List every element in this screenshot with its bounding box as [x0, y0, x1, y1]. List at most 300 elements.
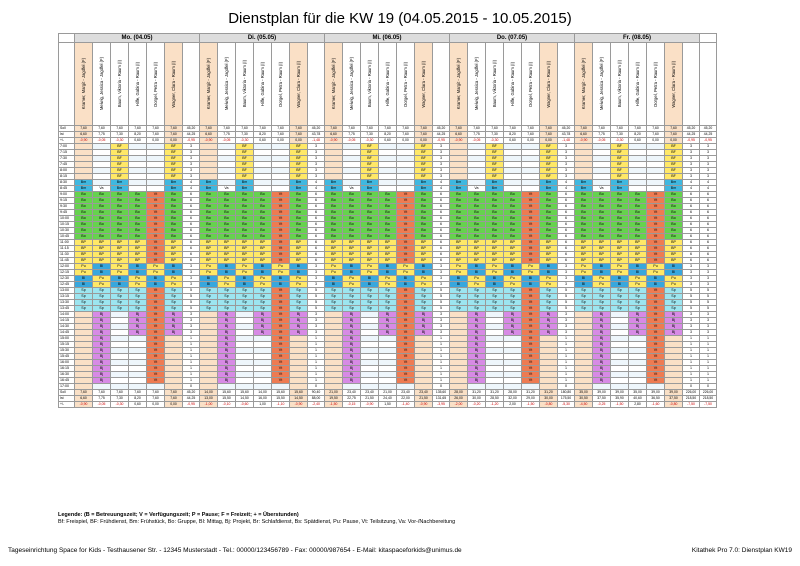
shift-cell: Bl	[629, 270, 647, 276]
shift-cell: Sp	[611, 288, 629, 294]
shift-cell: BP	[93, 240, 111, 246]
employee-name-cell	[575, 43, 593, 126]
shift-cell: BP	[129, 246, 147, 252]
shift-cell: Bo	[111, 228, 129, 234]
day-count: 6	[183, 210, 200, 216]
shift-cell: Vt	[272, 252, 290, 258]
corner-cell	[59, 43, 75, 126]
shift-cell: Bj	[379, 324, 397, 330]
shift-cell: Vt	[272, 258, 290, 264]
shift-cell: Bl	[254, 270, 272, 276]
shift-cell: Bo	[575, 198, 593, 204]
shift-cell: Bo	[111, 222, 129, 228]
shift-cell: Bm	[361, 180, 379, 186]
shift-cell: Vt	[272, 234, 290, 240]
hours-value: 1,50	[379, 402, 397, 408]
shift-cell: Vt	[397, 210, 415, 216]
shift-cell: Vt	[647, 288, 665, 294]
hours-value: 44,25	[433, 132, 450, 138]
day-count: 3	[183, 282, 200, 288]
day-count: 6	[558, 216, 575, 222]
hours-value: -0,90	[75, 402, 93, 408]
shift-cell: Vt	[522, 342, 540, 348]
day-count: 3	[558, 264, 575, 270]
shift-cell: Bl	[200, 282, 218, 288]
hours-value: -0,30	[361, 138, 379, 144]
hours-value: -1,50	[611, 402, 629, 408]
shift-cell: BP	[111, 258, 129, 264]
time-label: 15:45	[59, 354, 75, 360]
shift-cell: Bo	[236, 228, 254, 234]
shift-cell: Pu	[468, 276, 486, 282]
day-count: 3	[558, 276, 575, 282]
day-count: 6	[433, 198, 450, 204]
time-label: 13:00	[59, 288, 75, 294]
shift-cell: Vt	[647, 366, 665, 372]
hours-value: 7,60	[93, 126, 111, 132]
day-count: 3	[683, 264, 700, 270]
shift-cell: Bo	[593, 234, 611, 240]
shift-cell: Vt	[397, 258, 415, 264]
shift-cell: Vt	[397, 198, 415, 204]
day-count: 1	[558, 378, 575, 384]
shift-cell: Vt	[147, 234, 165, 240]
time-label: 12:15	[59, 270, 75, 276]
hours-value: 7,60	[540, 126, 558, 132]
shift-cell: BP	[504, 240, 522, 246]
day-count: 6	[433, 192, 450, 198]
employee-name-cell	[504, 43, 522, 126]
employee-name-cell	[325, 43, 343, 126]
hours-value: -0,80	[540, 402, 558, 408]
week-count: 3	[700, 162, 717, 168]
day-count: 3	[683, 330, 700, 336]
shift-cell: Bo	[129, 234, 147, 240]
schedule-row	[59, 294, 717, 300]
shift-cell: Bl	[379, 264, 397, 270]
shift-cell: Sp	[93, 288, 111, 294]
shift-cell: Vt	[647, 348, 665, 354]
hours-value: 7,60	[468, 126, 486, 132]
shift-cell: Bl	[647, 276, 665, 282]
shift-cell: Pu	[397, 270, 415, 276]
day-count: 6	[308, 216, 325, 222]
shift-cell: Vt	[522, 198, 540, 204]
hours-value: 43,78	[308, 132, 325, 138]
hours-value: 6,60	[575, 132, 593, 138]
shift-cell: Pu	[522, 270, 540, 276]
shift-cell: Bo	[665, 228, 683, 234]
hours-value: 14,50	[236, 396, 254, 402]
shift-cell: Bo	[200, 222, 218, 228]
schedule-row	[59, 300, 717, 306]
shift-cell: Bo	[325, 216, 343, 222]
hours-value: 26,00	[450, 396, 468, 402]
shift-cell: Bo	[200, 192, 218, 198]
hours-value: 44,25	[183, 396, 200, 402]
shift-cell: Bj	[93, 312, 111, 318]
hours-value: 6,60	[75, 396, 93, 402]
shift-cell: Bo	[415, 192, 433, 198]
hours-value: 23,40	[415, 390, 433, 396]
shift-cell: BP	[200, 252, 218, 258]
shift-cell: Bo	[218, 192, 236, 198]
shift-cell: Bl	[75, 276, 93, 282]
shift-cell: Bj	[218, 372, 236, 378]
shift-cell: Sp	[593, 294, 611, 300]
shift-cell: BP	[665, 240, 683, 246]
time-label: 14:00	[59, 312, 75, 318]
shift-cell: Pu	[93, 282, 111, 288]
shift-cell: Bo	[111, 210, 129, 216]
hours-value: 7,60	[397, 126, 415, 132]
day-count: 3	[308, 312, 325, 318]
shift-cell: Sp	[165, 300, 183, 306]
employee-name: Hilfe, Gabina - Raum (I)	[510, 61, 515, 107]
shift-cell: Vt	[397, 324, 415, 330]
employee-name: Wagner, Clara - Raum (I)	[171, 60, 176, 108]
shift-cell: BP	[361, 246, 379, 252]
shift-cell: Vt	[647, 294, 665, 300]
hours-value: 0,00	[647, 138, 665, 144]
hours-value: 23,40	[397, 390, 415, 396]
shift-cell: Bj	[468, 372, 486, 378]
legend-codes: Bf: Freispiel, BF: Frühdienst, Bm: Frühstück, Bo: Gruppe, Bl: Mittag, Bj: Projekt, Br: Schlafdienst, Bs: Spätdienst, Pu: Pause, Vt: Teilsitzung, Va: Vor-/Nachbereitung	[58, 519, 456, 525]
shift-cell: Bo	[325, 198, 343, 204]
time-label: 8:00	[59, 168, 75, 174]
hours-value: -0,30	[111, 402, 129, 408]
shift-cell: Bo	[200, 228, 218, 234]
day-count: 3	[683, 150, 700, 156]
shift-cell: Pu	[218, 282, 236, 288]
employee-name: Kramer, Margit - Jagdfel (F)	[331, 58, 336, 110]
shift-cell: Bm	[236, 180, 254, 186]
hours-value: -1,20	[486, 402, 504, 408]
shift-cell: Bj	[468, 330, 486, 336]
hours-value: -1,48	[558, 138, 575, 144]
shift-cell: BP	[468, 252, 486, 258]
shift-cell: Bj	[629, 330, 647, 336]
shift-cell: BP	[415, 246, 433, 252]
shift-cell: Bo	[343, 210, 361, 216]
shift-cell: Pu	[75, 264, 93, 270]
shift-cell: Vt	[147, 378, 165, 384]
shift-cell: Bm	[165, 186, 183, 192]
week-count: 1	[700, 360, 717, 366]
shift-cell: Vt	[397, 330, 415, 336]
hours-total: 44,25	[700, 132, 717, 138]
week-count: 5	[700, 306, 717, 312]
shift-cell: Vt	[272, 336, 290, 342]
shift-cell: BF	[111, 174, 129, 180]
shift-cell: Sp	[236, 288, 254, 294]
shift-cell: Bm	[236, 186, 254, 192]
hours-value: 7,60	[165, 390, 183, 396]
week-count: 6	[700, 204, 717, 210]
shift-cell: Bo	[611, 210, 629, 216]
shift-cell: Sp	[290, 288, 308, 294]
shift-cell: BP	[379, 240, 397, 246]
shift-cell: Bl	[575, 276, 593, 282]
shift-cell: Vt	[397, 354, 415, 360]
shift-cell: Bj	[504, 330, 522, 336]
hours-value: 7,60	[575, 126, 593, 132]
day-count: 6	[683, 234, 700, 240]
shift-cell: Vt	[397, 378, 415, 384]
shift-cell: BP	[611, 258, 629, 264]
week-count: 5	[700, 300, 717, 306]
shift-cell: Bo	[486, 204, 504, 210]
hours-value: 15,60	[218, 390, 236, 396]
shift-cell: Pu	[200, 264, 218, 270]
shift-cell: Vt	[272, 222, 290, 228]
shift-cell: Bj	[218, 312, 236, 318]
day-count: 5	[308, 288, 325, 294]
shift-cell: BP	[111, 240, 129, 246]
hours-value: 39,00	[593, 390, 611, 396]
employee-names-row	[59, 43, 717, 126]
shift-cell: Vt	[397, 240, 415, 246]
day-count: 3	[433, 156, 450, 162]
hours-total: 45,20	[700, 126, 717, 132]
shift-cell: Bo	[665, 216, 683, 222]
day-count: 5	[308, 294, 325, 300]
shift-cell: Sp	[75, 294, 93, 300]
shift-cell: Bj	[665, 330, 683, 336]
shift-cell: Bj	[254, 330, 272, 336]
hours-value: 131,65	[433, 396, 450, 402]
day-count: 3	[558, 150, 575, 156]
day-count: 5	[683, 300, 700, 306]
shift-cell: Sp	[325, 288, 343, 294]
shift-cell: Bl	[504, 270, 522, 276]
day-count: 6	[683, 210, 700, 216]
hours-value: 45,20	[183, 126, 200, 132]
shift-cell: Vt	[647, 330, 665, 336]
shift-cell: Pu	[486, 264, 504, 270]
day-count: 6	[683, 216, 700, 222]
shift-cell: Bo	[665, 210, 683, 216]
hours-value: 15,60	[290, 390, 308, 396]
shift-cell: Bj	[129, 324, 147, 330]
hours-value: 180,80	[558, 390, 575, 396]
hours-value: 15,50	[272, 396, 290, 402]
shift-cell: Bl	[129, 270, 147, 276]
shift-cell: Bo	[343, 204, 361, 210]
day-count: 1	[183, 366, 200, 372]
shift-cell: Sp	[575, 288, 593, 294]
shift-cell: BP	[468, 258, 486, 264]
day-count: 6	[433, 234, 450, 240]
shift-cell: Sp	[361, 306, 379, 312]
shift-cell: Sp	[93, 300, 111, 306]
hours-total: -7,50	[700, 402, 717, 408]
shift-cell: Vt	[272, 306, 290, 312]
day-count: 6	[433, 216, 450, 222]
shift-cell: Bl	[236, 282, 254, 288]
shift-cell: Bo	[165, 192, 183, 198]
hours-value: 7,60	[165, 396, 183, 402]
shift-cell: Sp	[236, 294, 254, 300]
day-count: 0	[683, 384, 700, 390]
time-label: 7:15	[59, 150, 75, 156]
shift-cell: Bo	[93, 216, 111, 222]
day-count: 6	[433, 246, 450, 252]
hours-value: 7,75	[593, 132, 611, 138]
shift-cell: BF	[290, 156, 308, 162]
shift-cell: Sp	[415, 288, 433, 294]
employee-name: Hilfe, Gabina - Raum (I)	[260, 61, 265, 107]
hours-value: 7,30	[111, 396, 129, 402]
shift-cell: Vt	[522, 252, 540, 258]
day-count: 3	[183, 264, 200, 270]
shift-cell: Bo	[200, 234, 218, 240]
shift-cell: BP	[236, 258, 254, 264]
shift-cell: Bo	[218, 210, 236, 216]
day-count: 3	[558, 270, 575, 276]
shift-cell: Bm	[415, 186, 433, 192]
shift-cell: Bo	[540, 222, 558, 228]
shift-cell: BP	[504, 258, 522, 264]
day-count: 6	[683, 192, 700, 198]
employee-name-cell	[218, 43, 236, 126]
shift-cell: Bl	[325, 282, 343, 288]
shift-cell: Bj	[665, 324, 683, 330]
shift-cell: Pu	[575, 270, 593, 276]
shift-cell: Bm	[450, 180, 468, 186]
day-count: 6	[183, 234, 200, 240]
day-count: 3	[308, 150, 325, 156]
shift-cell: Vt	[397, 252, 415, 258]
shift-cell: BF	[415, 150, 433, 156]
hours-value: -0,90	[325, 138, 343, 144]
shift-cell: Bo	[236, 210, 254, 216]
shift-cell: BF	[665, 150, 683, 156]
shift-cell: Sp	[575, 306, 593, 312]
shift-cell: Bj	[593, 324, 611, 330]
time-label: 16:15	[59, 366, 75, 372]
shift-cell: Bj	[343, 354, 361, 360]
shift-cell: Vt	[397, 204, 415, 210]
hours-value: 23,40	[361, 390, 379, 396]
hours-value: 30,50	[575, 396, 593, 402]
shift-cell: Sp	[111, 300, 129, 306]
shift-cell: Bl	[504, 264, 522, 270]
schedule-row	[59, 210, 717, 216]
day-count: 3	[308, 330, 325, 336]
employee-name: Wagner, Clara - Raum (I)	[546, 60, 551, 108]
shift-cell: Pu	[129, 276, 147, 282]
hours-value: -4,50	[575, 402, 593, 408]
shift-cell: Bo	[290, 234, 308, 240]
day-count: 1	[683, 360, 700, 366]
week-count: 1	[700, 366, 717, 372]
hours-value: 7,60	[540, 132, 558, 138]
day-count: 3	[183, 270, 200, 276]
hours-label: Ist	[59, 396, 75, 402]
shift-cell: Bo	[200, 210, 218, 216]
shift-cell: Sp	[611, 306, 629, 312]
shift-cell: Bj	[93, 342, 111, 348]
hours-value: 22,75	[343, 396, 361, 402]
shift-cell: Vt	[522, 318, 540, 324]
shift-cell: BF	[290, 168, 308, 174]
hours-value: 0,00	[665, 138, 683, 144]
time-label: 12:30	[59, 276, 75, 282]
day-count: 4	[558, 180, 575, 186]
shift-cell: BF	[361, 150, 379, 156]
shift-cell: Bm	[200, 180, 218, 186]
hours-value: 7,60	[647, 132, 665, 138]
shift-cell: Vt	[397, 342, 415, 348]
hours-value: -0,90	[575, 138, 593, 144]
time-label: 11:45	[59, 258, 75, 264]
shift-cell: BP	[218, 258, 236, 264]
day-header-row	[59, 34, 717, 43]
shift-cell: BP	[236, 252, 254, 258]
shift-cell: Bo	[75, 204, 93, 210]
shift-cell: Bo	[361, 228, 379, 234]
shift-cell: Vt	[272, 246, 290, 252]
shift-cell: BP	[236, 240, 254, 246]
shift-cell: Vt	[647, 360, 665, 366]
shift-cell: BF	[111, 162, 129, 168]
shift-cell: Bj	[343, 360, 361, 366]
hours-value: 7,60	[147, 396, 165, 402]
shift-cell: Vt	[647, 318, 665, 324]
employee-name-cell	[665, 43, 683, 126]
day-count: 3	[308, 276, 325, 282]
hours-value: -7,50	[683, 402, 700, 408]
shift-cell: Bo	[629, 210, 647, 216]
employee-name: Hilfe, Gabina - Raum (I)	[385, 61, 390, 107]
shift-cell: Vt	[147, 228, 165, 234]
shift-cell: Bj	[379, 312, 397, 318]
shift-cell: Sp	[93, 306, 111, 312]
hours-value: 35,00	[575, 390, 593, 396]
time-label: 14:30	[59, 324, 75, 330]
shift-cell: BP	[93, 258, 111, 264]
shift-cell: Bm	[575, 186, 593, 192]
shift-cell: Vt	[647, 204, 665, 210]
hours-value: -0,90	[200, 138, 218, 144]
shift-cell: Bo	[468, 192, 486, 198]
shift-cell: Vt	[647, 198, 665, 204]
employee-name-cell	[593, 43, 611, 126]
shift-cell: Bm	[611, 180, 629, 186]
hours-value: 7,60	[665, 126, 683, 132]
shift-cell: Pu	[272, 270, 290, 276]
hours-value: 7,60	[343, 126, 361, 132]
day-count: 1	[183, 348, 200, 354]
day-count: 1	[183, 342, 200, 348]
week-count: 6	[700, 192, 717, 198]
shift-cell: BP	[611, 246, 629, 252]
shift-cell: Bo	[218, 234, 236, 240]
hours-value: 31,20	[468, 390, 486, 396]
hours-value: 0,60	[504, 138, 522, 144]
shift-cell: BP	[611, 252, 629, 258]
employee-name: Hilfe, Gabina - Raum (I)	[635, 61, 640, 107]
shift-cell: Pu	[468, 282, 486, 288]
shift-cell: Pu	[361, 270, 379, 276]
shift-cell: Bj	[540, 318, 558, 324]
shift-cell: Sp	[129, 294, 147, 300]
shift-cell: Bj	[504, 312, 522, 318]
shift-cell: Bo	[468, 222, 486, 228]
shift-cell: Vt	[397, 222, 415, 228]
shift-cell: Bo	[450, 192, 468, 198]
